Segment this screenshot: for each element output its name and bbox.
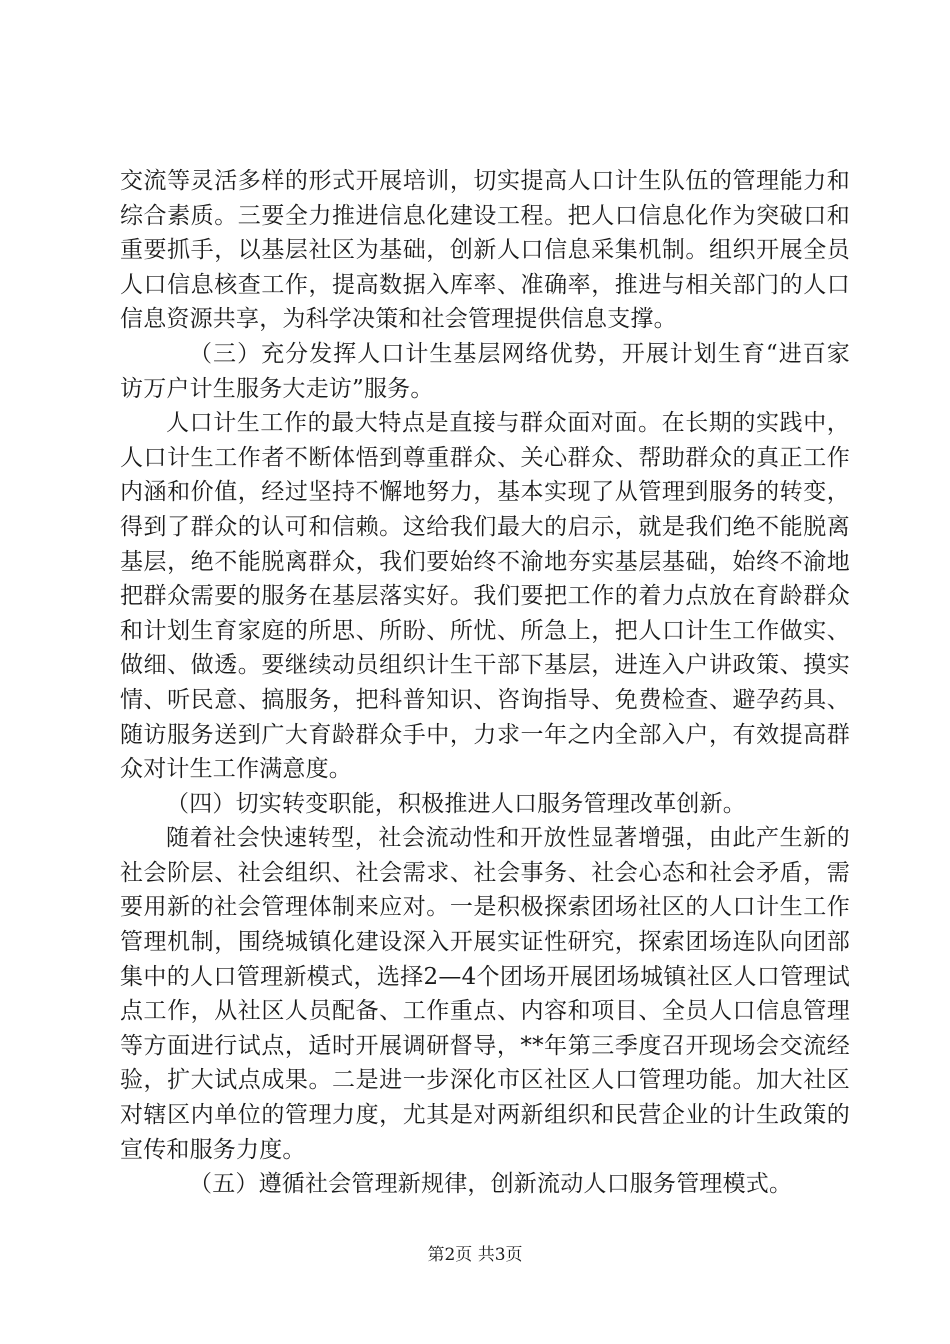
section-heading-3: （三）充分发挥人口计生基层网络优势，开展计划生育“进百家访万户计生服务大走访”服务。 [120, 340, 850, 402]
document-body [120, 164, 850, 1202]
paragraph-social-transformation: 随着社会快速转型，社会流动性和开放性显著增强，由此产生新的社会阶层、社会组织、社会需求、社会事务、社会心态和社会矛盾，需要用新的社会管理体制来应对。一是积极探索团场社区的人口计生工作管理机制，围绕城镇化建设深入开展实证性研究，探索团场连队向团部集中的人口管理新模式，选择2—4个团场开展团场城镇社区人口管理试点工作，从社区人员配备、工作重点、内容和项目、全员人口信息管理等方面进行试点，适时开展调研督导，**年第三季度召开现场会交流经验，扩大试点成果。二是进一步深化市区社区人口管理功能。加大社区对辖区内单位的管理力度，尤其是对两新组织和民营企业的计生政策的宣传和服务力度。 [120, 825, 850, 1163]
paragraph-grassroots-service: 人口计生工作的最大特点是直接与群众面对面。在长期的实践中，人口计生工作者不断体悟到尊重群众、关心群众、帮助群众的真正工作内涵和价值，经过坚持不懈地努力，基本实现了从管理到服务的转变，得到了群众的认可和信赖。这给我们最大的启示，就是我们绝不能脱离基层，绝不能脱离群众，我们要始终不渝地夯实基层基础，始终不渝地把群众需要的服务在基层落实好。我们要把工作的着力点放在育龄群众和计划生育家庭的所思、所盼、所忧、所急上，把人口计生工作做实、做细、做透。要继续动员组织计生干部下基层，进连入户讲政策、摸实情、听民意、搞服务，把科普知识、咨询指导、免费检查、避孕药具、随访服务送到广大育龄群众手中，力求一年之内全部入户，有效提高群众对计生工作满意度。 [120, 410, 850, 783]
page-number-footer: 第2页 共3页 [427, 1245, 523, 1265]
section-heading-5: （五）遵循社会管理新规律，创新流动人口服务管理模式。 [189, 1171, 793, 1198]
section-heading-4: （四）切实转变职能，积极推进人口服务管理改革创新。 [166, 790, 746, 817]
paragraph-training: 交流等灵活多样的形式开展培训，切实提高人口计生队伍的管理能力和综合素质。三要全力推进信息化建设工程。把人口信息化作为突破口和重要抓手，以基层社区为基础，创新人口信息采集机制。组织开展全员人口信息核查工作，提高数据入库率、准确率，推进与相关部门的人口信息资源共享，为科学决策和社会管理提供信息支撑。 [120, 168, 850, 333]
